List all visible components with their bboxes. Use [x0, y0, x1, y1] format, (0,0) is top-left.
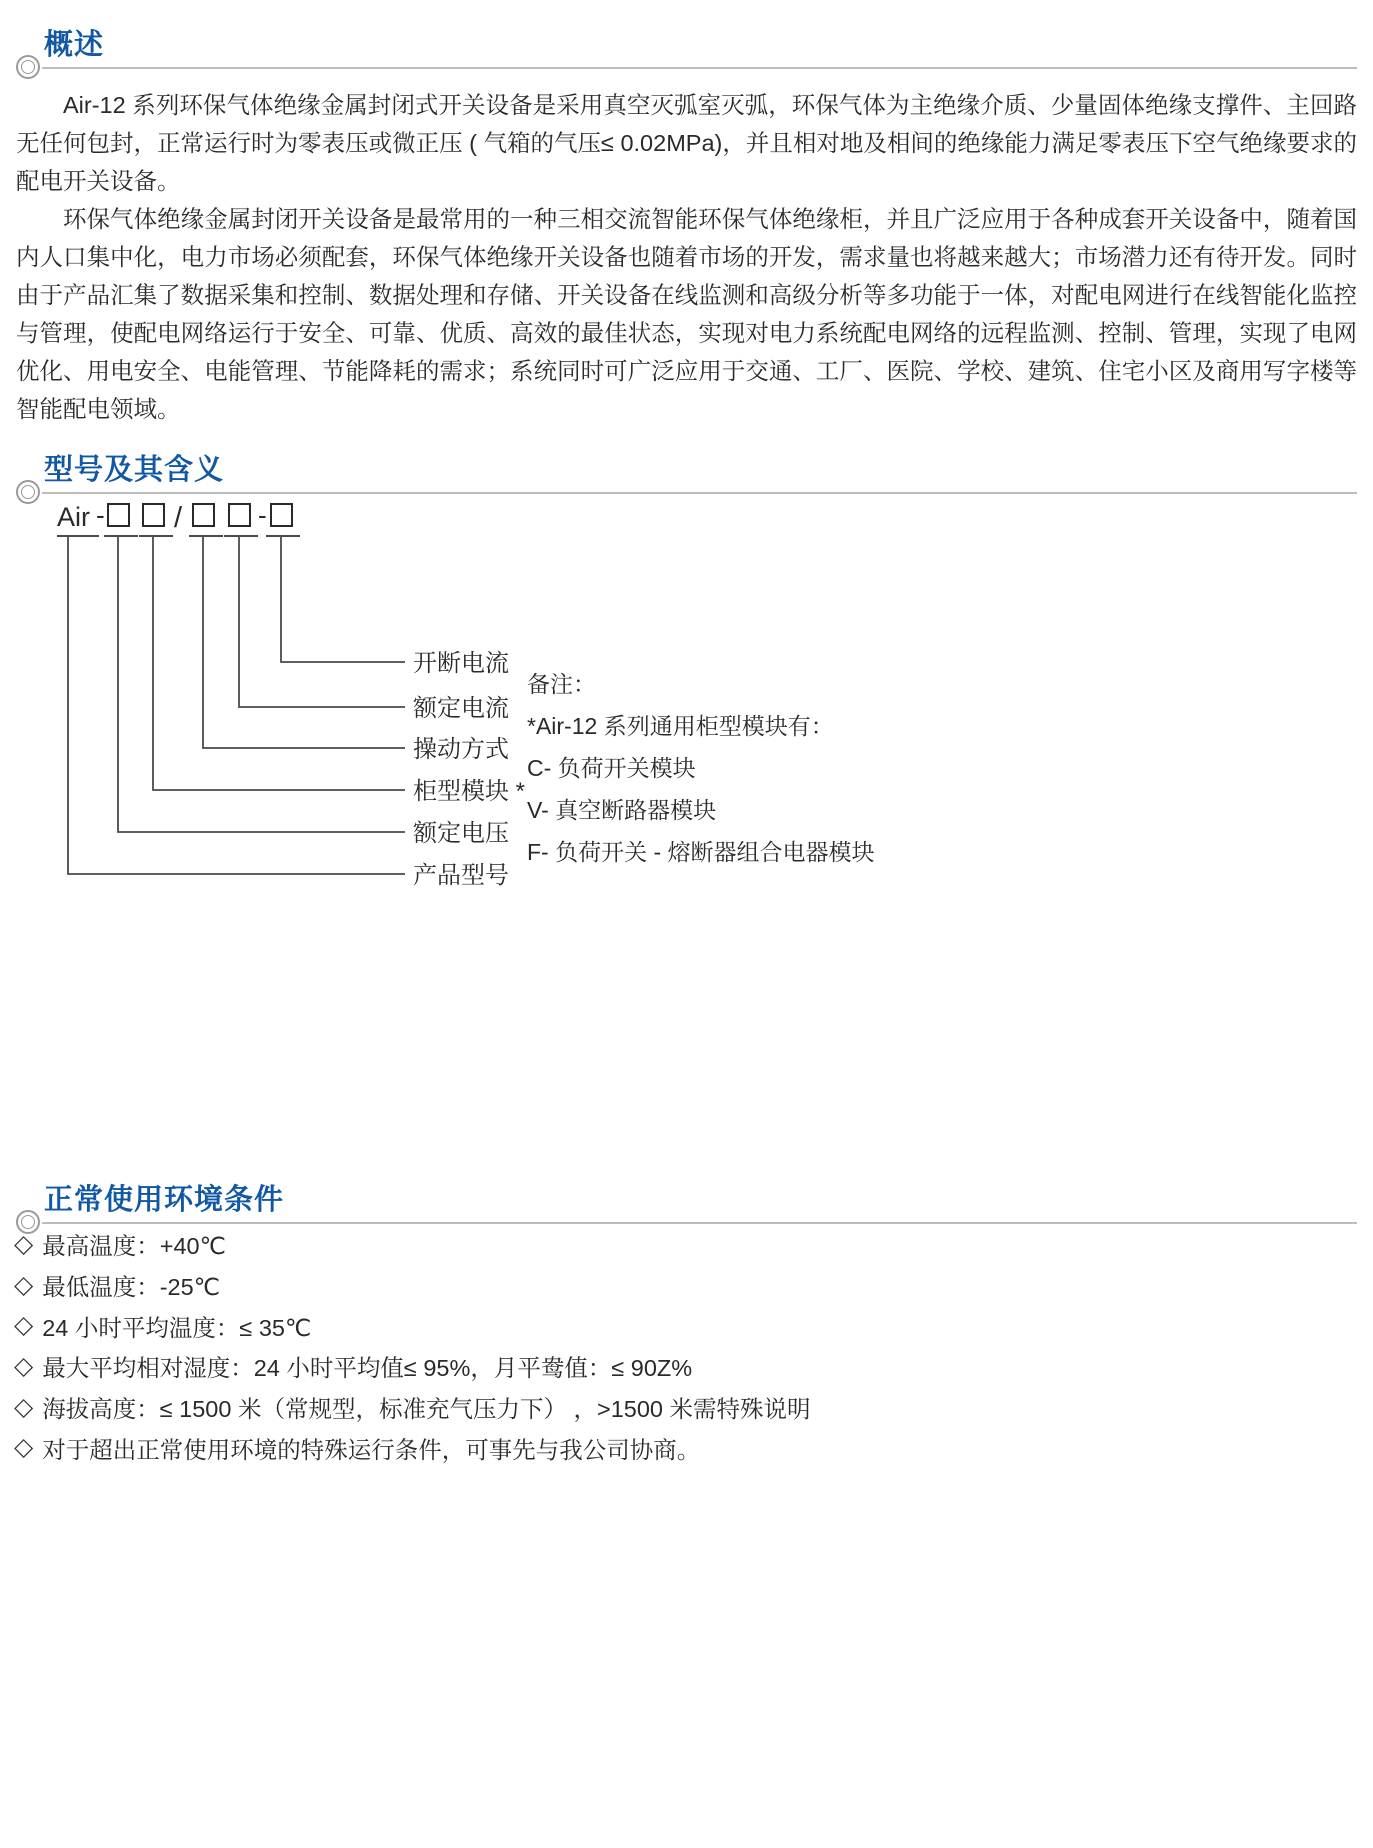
model-dash-text: - — [96, 500, 105, 530]
diamond-bullet-icon: ◇ — [14, 1311, 34, 1340]
list-item — [14, 1265, 1354, 1306]
environment-conditions-list — [14, 1224, 1354, 1468]
overview-paragraph-1: Air-12 系列环保气体绝缘金属封闭式开关设备是采用真空灭弧室灭弧，环保气体为主绝缘介质、少量固体绝缘支撑件、主回路无任何包封，正常运行时为零表压或微正压 ( 气箱的气压≤ 0.02MPa)，并且相对地及相间的绝缘能力满足零表压下空气绝缘要求的配电开关设备。 — [16, 92, 1357, 194]
placeholder-box-icon — [193, 504, 214, 526]
env-item-min-temp: 最低温度：-25℃ — [42, 1274, 221, 1301]
env-item-humidity: 最大平均相对湿度：24 小时平均值≤ 95%，月平鸯值：≤ 90Z% — [42, 1355, 693, 1382]
env-item-altitude: 海拔高度：≤ 1500 米（常规型，标准充气压力下） ，>1500 米需特殊说明 — [42, 1396, 811, 1423]
notes-intro: *Air-12 系列通用柜型模块有： — [527, 713, 834, 739]
notes-item-c: C- 负荷开关模块 — [527, 755, 696, 781]
divider-line — [42, 492, 1357, 494]
diamond-bullet-icon: ◇ — [14, 1229, 34, 1258]
placeholder-box-icon — [229, 504, 250, 526]
notes-item-f: F- 负荷开关 - 熔断器组合电器模块 — [527, 839, 875, 865]
notes-heading: 备注： — [527, 671, 596, 697]
placeholder-box-icon — [271, 504, 292, 526]
list-item — [14, 1427, 1354, 1468]
env-item-special: 对于超出正常使用环境的特殊运行条件，可事先与我公司协商。 — [42, 1436, 701, 1463]
diamond-bullet-icon: ◇ — [14, 1270, 34, 1299]
placeholder-box-icon — [108, 504, 129, 526]
model-label-cabinet-module: 柜型模块 * — [413, 778, 526, 805]
ring-icon — [16, 55, 40, 79]
env-item-max-temp: 最高温度：+40℃ — [42, 1233, 226, 1260]
ring-inner-icon — [21, 60, 35, 74]
model-prefix-text: Air — [57, 502, 90, 532]
env-item-avg-temp: 24 小时平均温度：≤ 35℃ — [42, 1314, 312, 1341]
diamond-bullet-icon: ◇ — [14, 1392, 34, 1421]
environment-title: 正常使用环境条件 — [44, 1184, 285, 1216]
notes-item-v: V- 真空断路器模块 — [527, 797, 717, 823]
model-label-operation-mode: 操动方式 — [413, 736, 509, 763]
list-item — [14, 1346, 1354, 1387]
diamond-bullet-icon: ◇ — [14, 1351, 34, 1380]
overview-title: 概述 — [44, 29, 105, 61]
overview-paragraph-2: 环保气体绝缘金属封闭开关设备是最常用的一种三相交流智能环保气体绝缘柜，并且广泛应用于各种成套开关设备中，随着国内人口集中化，电力市场必须配套，环保气体绝缘开关设备也随着市场的开发，需求量也将越来越大；市场潜力还有待开发。同时由于产品汇集了数据采集和控制、数据处理和存储、开关设备在线监测和高级分析等多功能于一体，对配电网进行在线智能化监控与管理，使配电网络运行于安全、可靠、优质、高效的最佳状态，实现对电力系统配电网络的远程监测、控制、管理，实现了电网优化、用电安全、电能管理、节能降耗的需求；系统同时可广泛应用于交通、工厂、医院、学校、建筑、住宅小区及商用写字楼等智能配电领域。 — [16, 206, 1357, 422]
model-leader-lines — [68, 536, 405, 874]
model-notes — [527, 663, 1207, 873]
diamond-bullet-icon: ◇ — [14, 1433, 34, 1462]
model-label-rated-current: 额定电流 — [413, 695, 509, 722]
overview-section-header — [0, 28, 1373, 90]
list-item — [14, 1305, 1354, 1346]
model-label-product-model: 产品型号 — [413, 862, 509, 889]
model-dash-text-2: - — [258, 500, 267, 530]
model-label-rated-voltage: 额定电压 — [413, 820, 509, 847]
model-label-breaking-current: 开断电流 — [413, 650, 509, 677]
list-item — [14, 1224, 1354, 1265]
divider-line — [42, 67, 1357, 69]
model-slash-text: / — [174, 502, 183, 534]
overview-body — [16, 86, 1357, 428]
placeholder-box-icon — [143, 504, 164, 526]
model-title: 型号及其含义 — [44, 454, 225, 486]
list-item — [14, 1387, 1354, 1428]
